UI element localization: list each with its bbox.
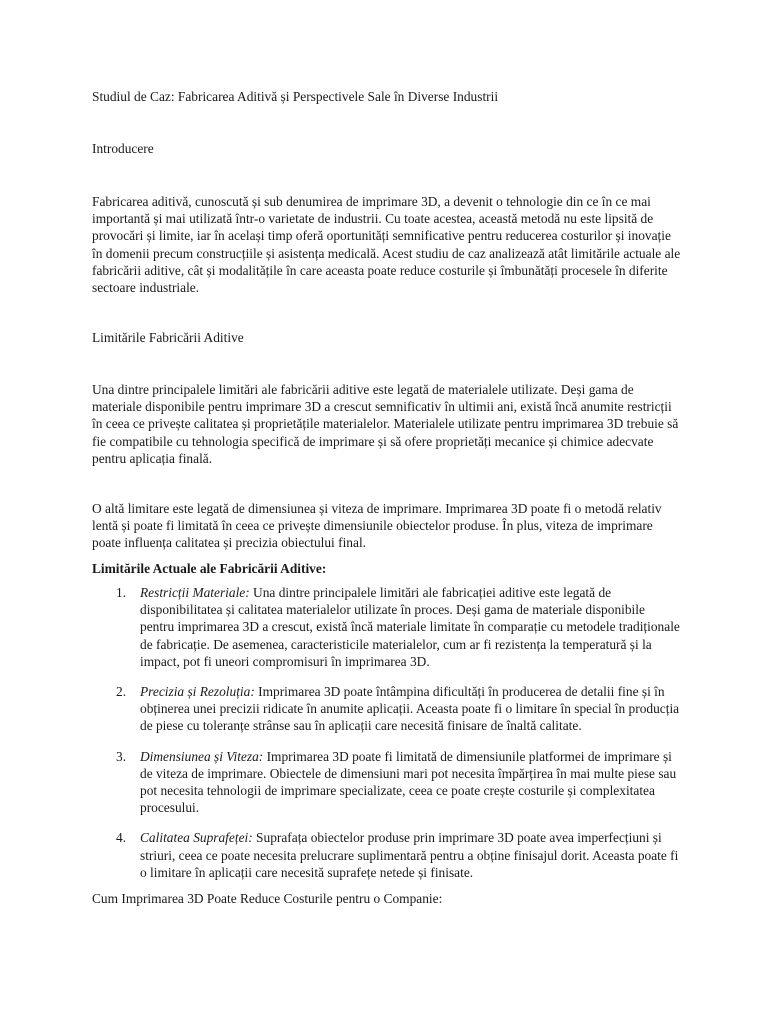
- closing-heading: Cum Imprimarea 3D Poate Reduce Costurile pentru o Companie:: [92, 891, 443, 906]
- document-title: Studiul de Caz: Fabricarea Aditivă și Perspectivele Sale în Diverse Industrii: [92, 89, 499, 104]
- list-item-text: Imprimarea 3D poate întâmpina dificultăți în producerea de detalii fine și în obținerea unei precizii ridicate în anumite aplicații. Aceasta poate fi o limitare în special în producția de piese cu toleranțe strânse sau în aplicații care necesită finisare de înaltă calitate.: [140, 684, 680, 734]
- limits-paragraph-1: Una dintre principalele limitări ale fabricării aditive este legată de materialele utilizate. Deși gama de materiale disponibile pentru imprimare 3D a crescut semnificativ în ultimii ani, există încă anumite restricții în ceea ce privește calitatea și proprietățile materialelor. Materialele utilizate pentru imprimarea 3D trebuie să fie compatibile cu tehnologia specifică de imprimare și să ofere proprietăți mecanice și chimice adecvate pentru aplicația finală.: [92, 382, 679, 466]
- limits-heading: Limitările Fabricării Aditive: [92, 330, 244, 345]
- list-item-text: Imprimarea 3D poate fi limitată de dimensiunile platformei de imprimare și de viteza de imprimare. Obiectele de dimensiuni mari pot necesita împărțirea în mai multe piese sau pot necesita tehnologii de imprimare specializate, ceea ce poate crește costurile și complexitatea procesului.: [140, 748, 677, 816]
- list-item: [116, 748, 680, 817]
- current-limits-heading: Limitările Actuale ale Fabricării Aditive:: [92, 561, 327, 576]
- list-item: [116, 584, 680, 670]
- intro-heading: Introducere: [92, 141, 154, 156]
- list-item: [116, 829, 680, 881]
- intro-paragraph: Fabricarea aditivă, cunoscută și sub denumirea de imprimare 3D, a devenit o tehnologie din ce în ce mai importantă și mai utilizată într-o varietate de industrii. Cu toate acestea, această metodă nu este lipsită de provocări și limite, iar în același timp oferă oportunități semnificative pentru reducerea costurilor și inovație în domenii precum construcțiile și asistența medicală. Acest studiu de caz analizează atât limitările actuale ale fabricării aditive, cât și modalitățile în care aceasta poate reduce costurile și îmbunătăți procesele în diferite sectoare industriale.: [92, 194, 681, 296]
- list-item-number: 3.: [116, 748, 127, 764]
- list-item-number: 4.: [116, 830, 127, 846]
- list-item-term: Dimensiunea și Viteza:: [140, 748, 264, 764]
- list-item-term: Calitatea Suprafeței:: [140, 830, 253, 846]
- list-item-number: 2.: [116, 684, 127, 700]
- limits-paragraph-2: O altă limitare este legată de dimensiunea și viteza de imprimare. Imprimarea 3D poate fi o metodă relativ lentă și poate fi limitată în ceea ce privește dimensiunile obiectelor produse. În plus, viteza de imprimare poate influența calitatea și precizia obiectului final.: [92, 501, 662, 551]
- list-item-text: Una dintre principalele limitări ale fabricației aditive este legată de disponibilitatea și calitatea materialelor utilizate în proces. Deși gama de materiale disponibile pentru imprimarea 3D a crescut, există încă materiale limitate în comparație cu metodele tradiționale de fabricație. De asemenea, caracteristicile materialelor, cum ar fi rezistența la temperatură și la impact, pot fi uneori compromisuri în imprimarea 3D.: [140, 585, 680, 669]
- list-item-term: Restricții Materiale:: [140, 585, 250, 600]
- list-item: [116, 683, 680, 735]
- limits-list: [116, 584, 680, 894]
- list-item-number: 1.: [116, 585, 127, 600]
- list-item-term: Precizia și Rezoluția:: [140, 684, 255, 700]
- list-item-text: Suprafața obiectelor produse prin imprimare 3D poate avea imperfecțiuni și striuri, ceea ce poate necesita prelucrare suplimentară pentru a obține finisajul dorit. Aceasta poate fi o limitare în aplicații care necesită suprafețe netede și finisate.: [140, 830, 679, 880]
